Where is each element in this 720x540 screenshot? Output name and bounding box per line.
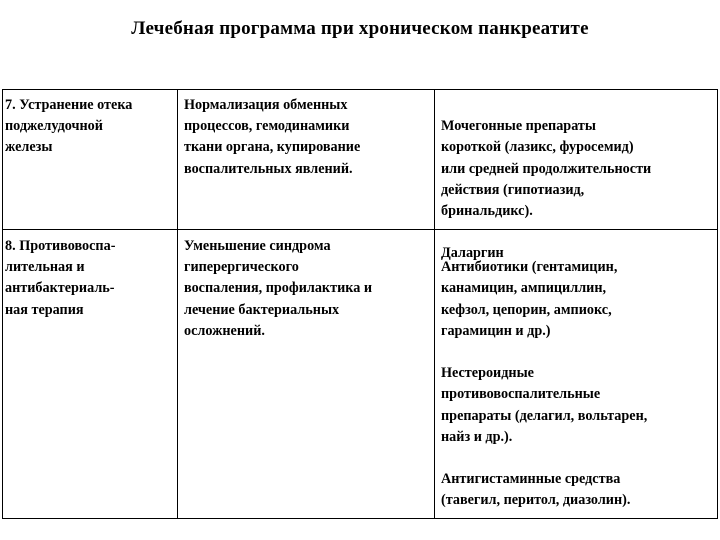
row-8-goal-cell: 8. Противовоспа- лительная и антибактериаль- ная терапия <box>5 238 116 318</box>
row-8-drugs-paragraph: Нестероидные противовоспалительные препараты (делагил, вольтарен, найз и др.). <box>441 365 648 445</box>
row-8-effect-cell: Уменьшение синдрома гиперергического воспаления, профилактика и лечение бактериальных осложнений. <box>184 238 373 339</box>
row-7-drugs-paragraph: Мочегонные препараты короткой (лазикс, фуросемид) или средней продолжительности действия (гипотиазид, бринальдикс). <box>441 118 652 220</box>
row-8-drugs-cell <box>441 236 713 533</box>
column-divider-1 <box>177 90 178 518</box>
page-title: Лечебная программа при хроническом панкреатите <box>131 18 589 39</box>
row-8-drugs-paragraph: Антигистаминные средства (тавегил, перитол, диазолин). <box>441 471 631 509</box>
row-7-goal-cell: 7. Устранение отека поджелудочной железы <box>5 97 133 156</box>
row-8-drugs-paragraph: Антибиотики (гентамицин, канамицин, ампициллин, кефзол, цепорин, ампиокс, гарамицин и др.) <box>441 259 618 339</box>
row-7-effect-cell: Нормализация обменных процессов, гемодинамики ткани органа, купирование воспалительных явлений. <box>184 97 361 177</box>
row-7-drugs-paragraph: Даларгин <box>441 245 504 262</box>
column-divider-2 <box>434 90 435 518</box>
